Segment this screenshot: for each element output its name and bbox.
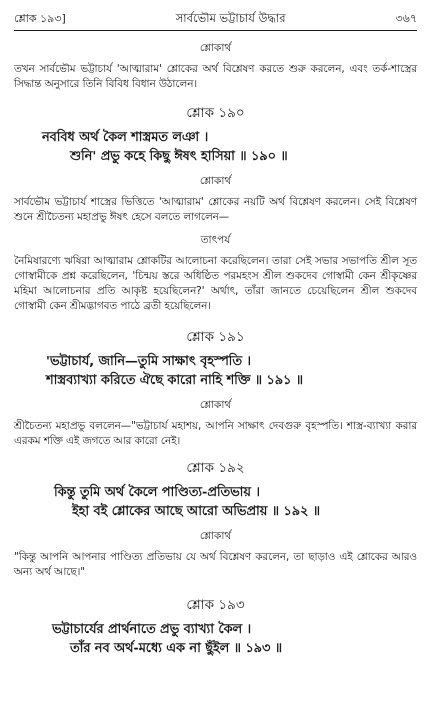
verse-heading-193: শ্লোক ১৯৩ [186, 597, 245, 613]
verse-line: নববিধ অর্থ কৈল শাস্ত্রমত লঞা । [42, 130, 209, 145]
verse-line: শাস্ত্রব্যাখ্যা করিতে ঐছে কারো নাহি শক্তি ॥ ১৯১ ॥ [46, 373, 304, 388]
verse-line: শুনি' প্রভু কহে কিছু ঈষৎ হাসিয়া ॥ ১৯০ ॥ [70, 149, 288, 164]
header-rule [14, 30, 417, 31]
translation-label: শ্লোকার্থ [199, 399, 232, 411]
verse-text-191 [14, 352, 417, 390]
translation-label: শ্লোকার্থ [199, 42, 232, 54]
verse-heading-191: শ্লোক ১৯১ [186, 329, 245, 345]
verse-text-192 [14, 483, 417, 521]
purport-text: নৈমিষারণ্যে ঋষিরা আত্মারাম শ্লোকটির আলোচনা করেছিলেন। তারা সেই সভার সভাপতি শ্রীল সূত গোস্বামীকে প্রশ্ন করেছিলেন, 'চিন্ময় স্তরে অধিষ্ঠিত পরমহংস শ্রীল শুকদেব গোস্বামী কেন শ্রীকৃষ্ণের মহিমা আলোচনার প্রতি আকৃষ্ট হয়েছিলেন?' অর্থাৎ, তাঁরা জানতে চেয়েছিলেন শ্রীল শুকদেব গোস্বামী কেন শ্রীমদ্ভাগবত পাঠে ব্রতী হয়েছিলেন। [14, 255, 417, 312]
verse-line: কিন্তু তুমি অর্থ কৈলে পাণ্ডিত্য-প্রতিভায় । [54, 485, 260, 500]
verse-text-190 [14, 128, 417, 166]
translation-text: তখন সার্বভৌম ভট্টাচার্য 'আত্মারাম' শ্লোকের অর্থ বিশ্লেষণ করতে শুরু করলেন, এবং তর্ক-শাস্ত্রের সিদ্ধান্ত অনুসারে তিনি বিবিধ বিধান উঠালেন। [14, 63, 417, 90]
verse-line: 'ভট্টাচার্য, জানি—তুমি সাক্ষাৎ বৃহস্পতি । [46, 354, 251, 369]
header-verse-range: শ্লোক ১৯৩] [14, 12, 66, 25]
translation-text: সার্বভৌম ভট্টাচার্য শাস্ত্রের ভিত্তিতে 'আত্মারাম' শ্লোকের নয়টি অর্থ বিশ্লেষণ করলেন। সেই বিশ্লেষণ শুনে শ্রীচৈতন্য মহাপ্রভু ঈষৎ হেসে বলতে লাগলেন— [14, 196, 417, 223]
verse-heading-190: শ্লোক ১৯০ [186, 105, 245, 121]
verse-line: ইহা বই শ্লোকের আছে আরো অভিপ্রায় ॥ ১৯২ ॥ [72, 504, 321, 519]
verse-line: ভট্টাচার্যের প্রার্থনাতে প্রভু ব্যাখ্যা কৈল । [52, 622, 252, 637]
translation-text: শ্রীচৈতন্য মহাপ্রভু বললেন—"ভট্টাচার্য মহাশয়, আপনি সাক্ষাৎ দেবগুরু বৃহস্পতি। শাস্ত্র-ব্যাখ্যা করার এরকম শক্তি এই জগতে আর কারো নেই। [14, 420, 417, 447]
verse-text-193 [14, 620, 417, 658]
header-page-number: ৩৬৭ [395, 12, 417, 25]
translation-label: শ্লোকার্থ [199, 530, 232, 542]
translation-label: শ্লোকার্থ [199, 175, 232, 187]
running-header [14, 10, 417, 28]
verse-line: তাঁর নব অর্থ-মধ্যে এক না ছুঁইল ॥ ১৯৩ ॥ [70, 641, 282, 656]
header-chapter-title: সার্বভৌম ভট্টাচার্য উদ্ধার [175, 11, 286, 25]
translation-text: "কিন্তু আপনি আপনার পাণ্ডিত্য প্রতিভায় যে অর্থ বিশ্লেষণ করলেন, তা ছাড়াও এই শ্লোকের আরও অন্য অর্থ আছে।" [14, 551, 417, 578]
verse-heading-192: শ্লোক ১৯২ [186, 460, 245, 476]
purport-label: তাৎপর্য [200, 234, 231, 246]
